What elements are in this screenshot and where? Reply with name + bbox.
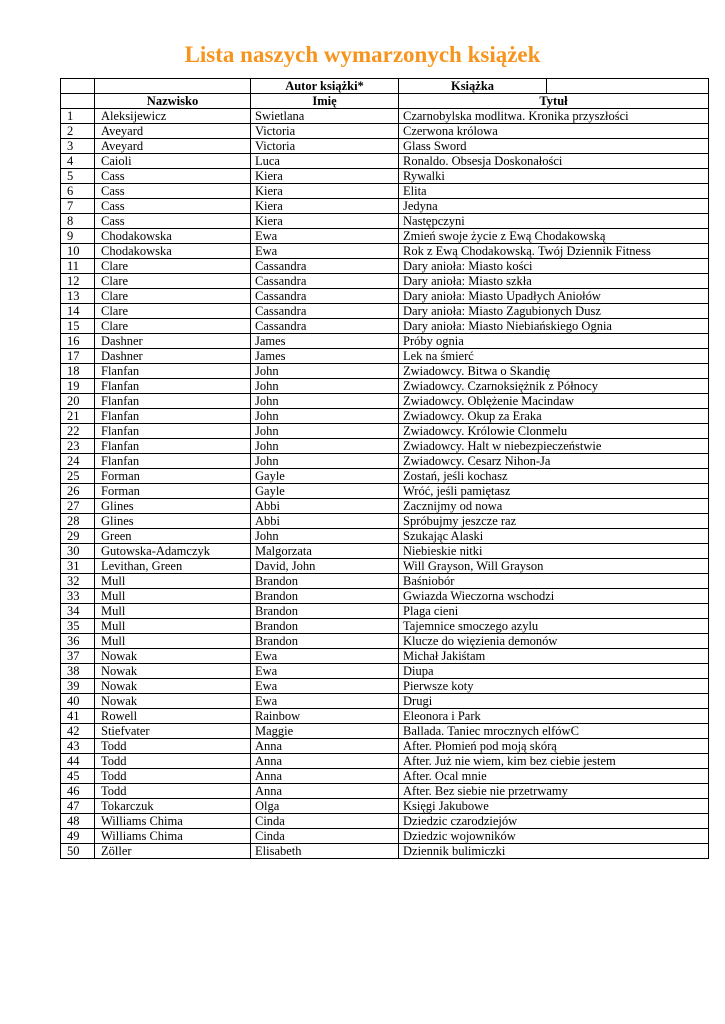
- surname-cell: Chodakowska: [95, 244, 251, 259]
- book-title-cell: Zwiadowcy. Okup za Eraka: [399, 409, 709, 424]
- table-row: [61, 424, 709, 439]
- book-title-cell: Czerwona królowa: [399, 124, 709, 139]
- row-number-cell: 33: [61, 589, 95, 604]
- book-title-cell: Klucze do więzienia demonów: [399, 634, 709, 649]
- book-title-cell: Diupa: [399, 664, 709, 679]
- book-title-cell: After. Już nie wiem, kim bez ciebie jestem: [399, 754, 709, 769]
- surname-cell: Gutowska-Adamczyk: [95, 544, 251, 559]
- book-title-cell: Rok z Ewą Chodakowską. Twój Dziennik Fitness: [399, 244, 709, 259]
- book-title-cell: Dziedzic czarodziejów: [399, 814, 709, 829]
- book-title-cell: Michał Jakiśtam: [399, 649, 709, 664]
- row-number-cell: 38: [61, 664, 95, 679]
- surname-cell: Aleksijewicz: [95, 109, 251, 124]
- row-number-cell: 27: [61, 499, 95, 514]
- book-title-cell: Jedyna: [399, 199, 709, 214]
- book-title-cell: Dary anioła: Miasto kości: [399, 259, 709, 274]
- surname-cell: Flanfan: [95, 424, 251, 439]
- table-row: [61, 649, 709, 664]
- blank-cell: [61, 79, 95, 94]
- table-row: [61, 754, 709, 769]
- surname-cell: Flanfan: [95, 454, 251, 469]
- first-name-cell: Cassandra: [251, 289, 399, 304]
- first-name-cell: John: [251, 529, 399, 544]
- first-name-cell: Anna: [251, 754, 399, 769]
- row-number-cell: 41: [61, 709, 95, 724]
- row-number-cell: 45: [61, 769, 95, 784]
- first-name-cell: Abbi: [251, 514, 399, 529]
- book-title-cell: Eleonora i Park: [399, 709, 709, 724]
- table-row: [61, 304, 709, 319]
- table-row: [61, 124, 709, 139]
- table-row: [61, 499, 709, 514]
- row-number-cell: 43: [61, 739, 95, 754]
- row-number-cell: 29: [61, 529, 95, 544]
- surname-cell: Cass: [95, 184, 251, 199]
- row-number-cell: 2: [61, 124, 95, 139]
- book-title-cell: Will Grayson, Will Grayson: [399, 559, 709, 574]
- surname-cell: Aveyard: [95, 139, 251, 154]
- first-name-cell: Brandon: [251, 589, 399, 604]
- first-name-cell: Brandon: [251, 574, 399, 589]
- first-name-cell: Luca: [251, 154, 399, 169]
- first-name-cell: Cassandra: [251, 304, 399, 319]
- table-row: [61, 409, 709, 424]
- table-row: [61, 844, 709, 859]
- surname-cell: Nowak: [95, 664, 251, 679]
- row-number-cell: 7: [61, 199, 95, 214]
- book-title-cell: Elita: [399, 184, 709, 199]
- table-row: [61, 394, 709, 409]
- first-name-cell: Kiera: [251, 169, 399, 184]
- first-name-cell: Kiera: [251, 214, 399, 229]
- row-number-cell: 44: [61, 754, 95, 769]
- row-number-cell: 21: [61, 409, 95, 424]
- book-title-cell: Plaga cieni: [399, 604, 709, 619]
- book-title-cell: Dziennik bulimiczki: [399, 844, 709, 859]
- first-name-cell: Maggie: [251, 724, 399, 739]
- first-name-cell: Cassandra: [251, 319, 399, 334]
- blank-cell: [547, 79, 709, 94]
- book-title-cell: Tajemnice smoczego azylu: [399, 619, 709, 634]
- table-row: [61, 724, 709, 739]
- first-name-cell: James: [251, 334, 399, 349]
- first-name-cell: Rainbow: [251, 709, 399, 724]
- row-number-cell: 15: [61, 319, 95, 334]
- book-title-cell: Dziedzic wojowników: [399, 829, 709, 844]
- table-row: [61, 589, 709, 604]
- first-name-cell: Cassandra: [251, 274, 399, 289]
- first-name-cell: Victoria: [251, 124, 399, 139]
- first-name-cell: James: [251, 349, 399, 364]
- surname-cell: Stiefvater: [95, 724, 251, 739]
- book-title-cell: Zwiadowcy. Cesarz Nihon-Ja: [399, 454, 709, 469]
- table-row: [61, 829, 709, 844]
- surname-cell: Tokarczuk: [95, 799, 251, 814]
- surname-cell: Todd: [95, 784, 251, 799]
- row-number-cell: 34: [61, 604, 95, 619]
- book-title-cell: Dary anioła: Miasto Upadłych Aniołów: [399, 289, 709, 304]
- blank-cell: [61, 94, 95, 109]
- book-title-cell: Drugi: [399, 694, 709, 709]
- row-number-cell: 35: [61, 619, 95, 634]
- book-title-cell: Wróć, jeśli pamiętasz: [399, 484, 709, 499]
- table-row: [61, 619, 709, 634]
- book-title-cell: Baśniobór: [399, 574, 709, 589]
- surname-cell: Caioli: [95, 154, 251, 169]
- table-row: [61, 559, 709, 574]
- surname-column-header: Nazwisko: [95, 94, 251, 109]
- first-name-cell: Ewa: [251, 229, 399, 244]
- first-name-cell: Abbi: [251, 499, 399, 514]
- book-title-cell: Zostań, jeśli kochasz: [399, 469, 709, 484]
- row-number-cell: 16: [61, 334, 95, 349]
- surname-cell: Clare: [95, 319, 251, 334]
- row-number-cell: 9: [61, 229, 95, 244]
- first-name-cell: Brandon: [251, 619, 399, 634]
- surname-cell: Clare: [95, 304, 251, 319]
- surname-cell: Clare: [95, 289, 251, 304]
- table-row: [61, 274, 709, 289]
- table-row: [61, 574, 709, 589]
- first-name-cell: Kiera: [251, 199, 399, 214]
- first-name-cell: Ewa: [251, 664, 399, 679]
- table-row: [61, 454, 709, 469]
- row-number-cell: 49: [61, 829, 95, 844]
- first-name-cell: Malgorzata: [251, 544, 399, 559]
- first-name-cell: Ewa: [251, 679, 399, 694]
- first-name-cell: Olga: [251, 799, 399, 814]
- row-number-cell: 20: [61, 394, 95, 409]
- row-number-cell: 47: [61, 799, 95, 814]
- book-title-cell: Zwiadowcy. Oblężenie Macindaw: [399, 394, 709, 409]
- row-number-cell: 25: [61, 469, 95, 484]
- surname-cell: Mull: [95, 604, 251, 619]
- first-name-cell: Ewa: [251, 649, 399, 664]
- book-title-cell: Lek na śmierć: [399, 349, 709, 364]
- surname-cell: Mull: [95, 619, 251, 634]
- table-row: [61, 214, 709, 229]
- first-name-cell: Anna: [251, 784, 399, 799]
- surname-cell: Williams Chima: [95, 829, 251, 844]
- row-number-cell: 36: [61, 634, 95, 649]
- row-number-cell: 40: [61, 694, 95, 709]
- row-number-cell: 31: [61, 559, 95, 574]
- first-name-cell: Gayle: [251, 469, 399, 484]
- surname-cell: Todd: [95, 769, 251, 784]
- table-row: [61, 664, 709, 679]
- row-number-cell: 23: [61, 439, 95, 454]
- row-number-cell: 12: [61, 274, 95, 289]
- row-number-cell: 26: [61, 484, 95, 499]
- first-name-cell: Ewa: [251, 244, 399, 259]
- book-title-cell: Próby ognia: [399, 334, 709, 349]
- book-title-cell: Niebieskie nitki: [399, 544, 709, 559]
- first-name-cell: Cinda: [251, 814, 399, 829]
- row-number-cell: 10: [61, 244, 95, 259]
- row-number-cell: 22: [61, 424, 95, 439]
- group-header-row: [61, 79, 709, 94]
- book-group-header: Książka: [399, 79, 547, 94]
- book-title-cell: Glass Sword: [399, 139, 709, 154]
- first-name-cell: John: [251, 379, 399, 394]
- table-row: [61, 739, 709, 754]
- table-row: [61, 364, 709, 379]
- table-row: [61, 679, 709, 694]
- table-row: [61, 799, 709, 814]
- table-row: [61, 199, 709, 214]
- surname-cell: Forman: [95, 484, 251, 499]
- blank-cell: [95, 79, 251, 94]
- first-name-cell: Brandon: [251, 634, 399, 649]
- book-title-cell: Zwiadowcy. Królowie Clonmelu: [399, 424, 709, 439]
- book-title-cell: Czarnobylska modlitwa. Kronika przyszłości: [399, 109, 709, 124]
- first-name-cell: Kiera: [251, 184, 399, 199]
- book-title-cell: After. Bez siebie nie przetrwamy: [399, 784, 709, 799]
- surname-cell: Levithan, Green: [95, 559, 251, 574]
- row-number-cell: 19: [61, 379, 95, 394]
- first-name-cell: Anna: [251, 739, 399, 754]
- first-name-cell: Elisabeth: [251, 844, 399, 859]
- book-title-cell: Dary anioła: Miasto szkła: [399, 274, 709, 289]
- row-number-cell: 14: [61, 304, 95, 319]
- table-row: [61, 484, 709, 499]
- row-number-cell: 39: [61, 679, 95, 694]
- book-title-cell: Ronaldo. Obsesja Doskonałości: [399, 154, 709, 169]
- table-row: [61, 289, 709, 304]
- book-title-cell: Spróbujmy jeszcze raz: [399, 514, 709, 529]
- surname-cell: Zöller: [95, 844, 251, 859]
- surname-cell: Rowell: [95, 709, 251, 724]
- book-title-cell: Księgi Jakubowe: [399, 799, 709, 814]
- row-number-cell: 18: [61, 364, 95, 379]
- surname-cell: Mull: [95, 634, 251, 649]
- surname-cell: Flanfan: [95, 394, 251, 409]
- first-name-cell: John: [251, 394, 399, 409]
- table-row: [61, 544, 709, 559]
- surname-cell: Flanfan: [95, 379, 251, 394]
- book-title-cell: Ballada. Taniec mrocznych elfówC: [399, 724, 709, 739]
- book-title-cell: After. Ocal mnie: [399, 769, 709, 784]
- surname-cell: Mull: [95, 589, 251, 604]
- first-name-cell: John: [251, 454, 399, 469]
- first-name-cell: Victoria: [251, 139, 399, 154]
- row-number-cell: 13: [61, 289, 95, 304]
- first-name-cell: John: [251, 439, 399, 454]
- surname-cell: Nowak: [95, 694, 251, 709]
- first-name-cell: Brandon: [251, 604, 399, 619]
- first-name-cell: John: [251, 409, 399, 424]
- book-title-cell: Pierwsze koty: [399, 679, 709, 694]
- book-title-cell: Rywalki: [399, 169, 709, 184]
- book-title-cell: Następczyni: [399, 214, 709, 229]
- first-name-cell: Cassandra: [251, 259, 399, 274]
- title-column-header: Tytuł: [399, 94, 709, 109]
- table-row: [61, 379, 709, 394]
- row-number-cell: 32: [61, 574, 95, 589]
- surname-cell: Green: [95, 529, 251, 544]
- row-number-cell: 8: [61, 214, 95, 229]
- first-name-column-header: Imię: [251, 94, 399, 109]
- table-row: [61, 769, 709, 784]
- first-name-cell: Ewa: [251, 694, 399, 709]
- table-row: [61, 529, 709, 544]
- table-row: [61, 229, 709, 244]
- surname-cell: Cass: [95, 169, 251, 184]
- row-number-cell: 30: [61, 544, 95, 559]
- row-number-cell: 6: [61, 184, 95, 199]
- surname-cell: Mull: [95, 574, 251, 589]
- book-table: [60, 78, 709, 859]
- surname-cell: Forman: [95, 469, 251, 484]
- book-title-cell: Zwiadowcy. Bitwa o Skandię: [399, 364, 709, 379]
- table-row: [61, 694, 709, 709]
- surname-cell: Flanfan: [95, 364, 251, 379]
- row-number-cell: 24: [61, 454, 95, 469]
- row-number-cell: 37: [61, 649, 95, 664]
- table-row: [61, 109, 709, 124]
- author-group-header: Autor książki*: [251, 79, 399, 94]
- first-name-cell: Anna: [251, 769, 399, 784]
- row-number-cell: 17: [61, 349, 95, 364]
- surname-cell: Todd: [95, 739, 251, 754]
- table-row: [61, 814, 709, 829]
- book-title-cell: Szukając Alaski: [399, 529, 709, 544]
- table-row: [61, 439, 709, 454]
- book-title-cell: Zacznijmy od nowa: [399, 499, 709, 514]
- row-number-cell: 4: [61, 154, 95, 169]
- surname-cell: Nowak: [95, 649, 251, 664]
- surname-cell: Nowak: [95, 679, 251, 694]
- surname-cell: Glines: [95, 514, 251, 529]
- book-title-cell: Zmień swoje życie z Ewą Chodakowską: [399, 229, 709, 244]
- surname-cell: Flanfan: [95, 439, 251, 454]
- table-row: [61, 349, 709, 364]
- table-row: [61, 709, 709, 724]
- column-header-row: [61, 94, 709, 109]
- surname-cell: Dashner: [95, 349, 251, 364]
- table-row: [61, 634, 709, 649]
- row-number-cell: 11: [61, 259, 95, 274]
- row-number-cell: 1: [61, 109, 95, 124]
- book-title-cell: After. Płomień pod moją skórą: [399, 739, 709, 754]
- row-number-cell: 28: [61, 514, 95, 529]
- table-row: [61, 259, 709, 274]
- first-name-cell: John: [251, 364, 399, 379]
- book-title-cell: Dary anioła: Miasto Zagubionych Dusz: [399, 304, 709, 319]
- table-row: [61, 469, 709, 484]
- row-number-cell: 5: [61, 169, 95, 184]
- surname-cell: Dashner: [95, 334, 251, 349]
- table-row: [61, 784, 709, 799]
- surname-cell: Cass: [95, 199, 251, 214]
- first-name-cell: David, John: [251, 559, 399, 574]
- table-row: [61, 169, 709, 184]
- surname-cell: Clare: [95, 274, 251, 289]
- table-row: [61, 184, 709, 199]
- first-name-cell: Gayle: [251, 484, 399, 499]
- surname-cell: Aveyard: [95, 124, 251, 139]
- surname-cell: Clare: [95, 259, 251, 274]
- table-row: [61, 514, 709, 529]
- surname-cell: Williams Chima: [95, 814, 251, 829]
- table-row: [61, 334, 709, 349]
- row-number-cell: 50: [61, 844, 95, 859]
- book-title-cell: Gwiazda Wieczorna wschodzi: [399, 589, 709, 604]
- surname-cell: Todd: [95, 754, 251, 769]
- first-name-cell: Swietlana: [251, 109, 399, 124]
- table-row: [61, 319, 709, 334]
- surname-cell: Flanfan: [95, 409, 251, 424]
- row-number-cell: 3: [61, 139, 95, 154]
- first-name-cell: Cinda: [251, 829, 399, 844]
- book-title-cell: Zwiadowcy. Czarnoksiężnik z Północy: [399, 379, 709, 394]
- surname-cell: Chodakowska: [95, 229, 251, 244]
- table-row: [61, 154, 709, 169]
- row-number-cell: 42: [61, 724, 95, 739]
- surname-cell: Cass: [95, 214, 251, 229]
- row-number-cell: 46: [61, 784, 95, 799]
- book-title-cell: Dary anioła: Miasto Niebiańskiego Ognia: [399, 319, 709, 334]
- surname-cell: Glines: [95, 499, 251, 514]
- table-row: [61, 244, 709, 259]
- page-title: Lista naszych wymarzonych książek: [184, 42, 541, 67]
- table-row: [61, 604, 709, 619]
- book-title-cell: Zwiadowcy. Halt w niebezpieczeństwie: [399, 439, 709, 454]
- row-number-cell: 48: [61, 814, 95, 829]
- table-row: [61, 139, 709, 154]
- first-name-cell: John: [251, 424, 399, 439]
